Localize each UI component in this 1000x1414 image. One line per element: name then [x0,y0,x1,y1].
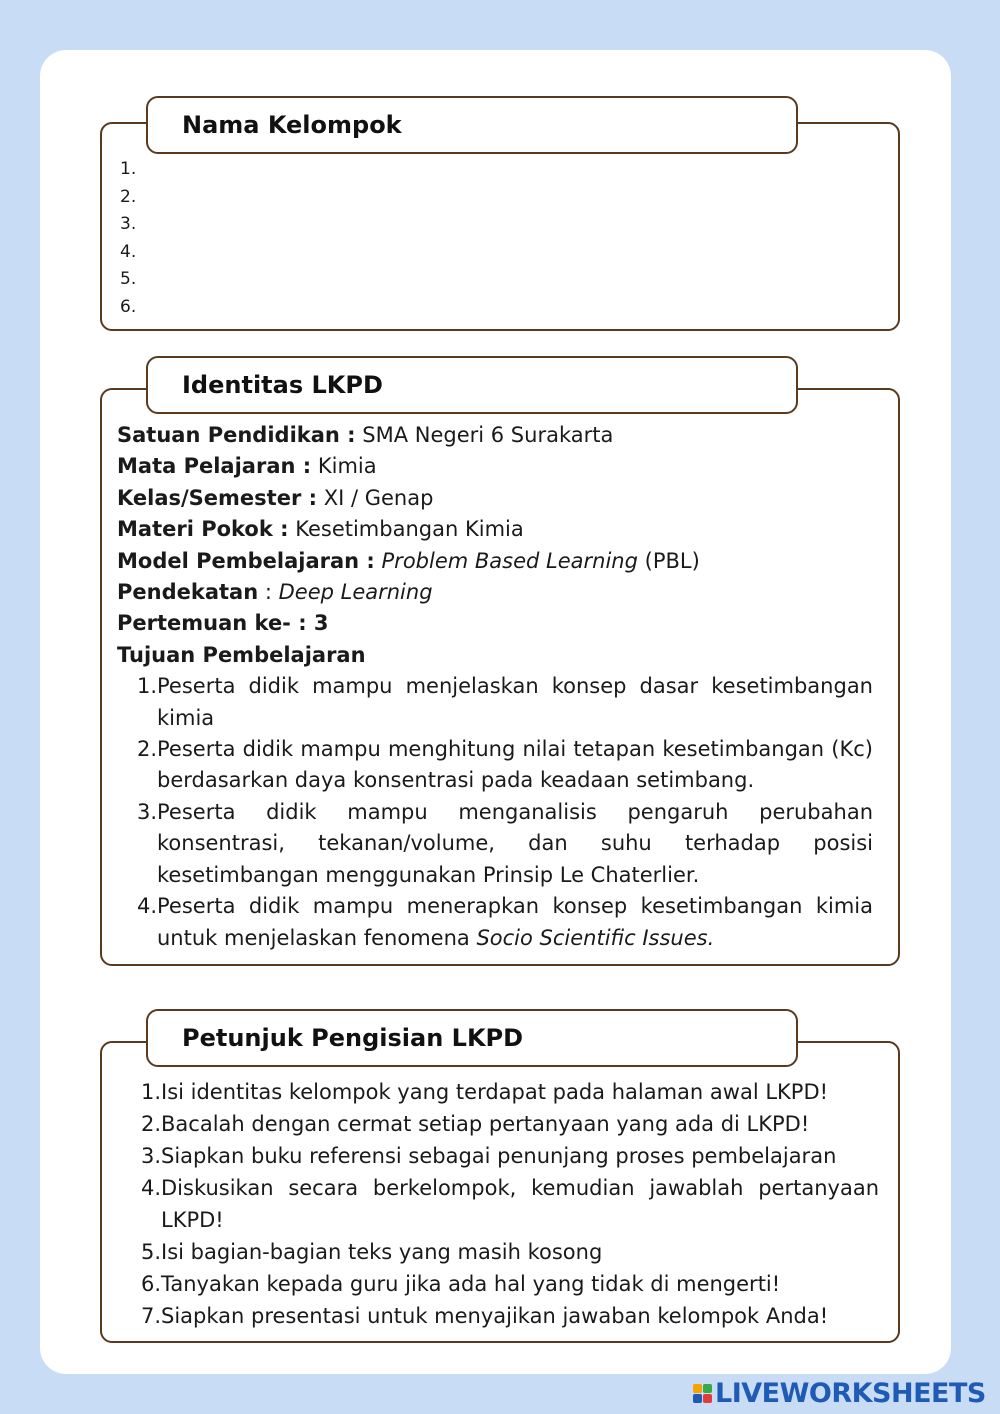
member-item-4: 4. [120,241,137,262]
kelas-value: XI / Genap [323,485,434,510]
satuan-value: SMA Negeri 6 Surakarta [362,423,614,447]
model-pembelajaran-row [117,546,877,577]
petunjuk-text: Siapkan presentasi untuk menyajikan jawaban kelompok Anda! [161,1304,829,1328]
petunjuk-item-7 [140,1300,879,1332]
petunjuk-item-4 [140,1172,879,1236]
liveworksheets-logo-text: LIVEWORKSHEETS [715,1378,986,1409]
satuan-pendidikan-row [117,420,877,451]
tujuan-text-wrap [157,891,873,954]
tujuan-text: Peserta didik mampu menjelaskan konsep dasar kesetimbangan kimia [157,674,873,730]
materi-value: Kesetimbangan Kimia [295,517,524,542]
tujuan-num: 3. [136,799,157,824]
tujuan-label: Tujuan Pembelajaran [117,642,366,667]
model-label: Model Pembelajaran : [117,548,375,573]
logo-square-i [703,1384,712,1393]
logo-square-e [703,1394,712,1403]
materi-label: Materi Pokok : [117,517,289,542]
petunjuk-num: 1. [140,1080,161,1104]
logo-square-l [693,1384,702,1393]
liveworksheets-logo[interactable] [693,1378,986,1409]
tujuan-num: 4. [136,894,157,919]
member-item-1: 1. [120,159,137,179]
petunjuk-text: Bacalah dengan cermat setiap pertanyaan yang ada di LKPD! [161,1112,810,1136]
petunjuk-content [140,1076,879,1332]
materi-pokok-row [117,514,877,545]
tujuan-list [134,671,873,954]
member-list [120,156,136,322]
petunjuk-num: 6. [140,1272,161,1296]
logo-square-v [693,1394,702,1403]
petunjuk-num: 3. [140,1144,161,1168]
petunjuk-num: 2. [140,1112,161,1136]
kelas-label: Kelas/Semester : [117,485,318,510]
tujuan-num: 1. [136,674,157,699]
petunjuk-text: Isi bagian-bagian teks yang masih kosong [161,1240,603,1264]
pertemuan-label: Pertemuan ke- : 3 [117,611,329,636]
petunjuk-item-1 [140,1076,879,1108]
kelas-semester-row [117,483,877,514]
member-item-3: 3. [120,214,137,235]
petunjuk-item-2 [140,1108,879,1140]
petunjuk-num: 5. [140,1240,161,1264]
tujuan-italic: Socio Scientific Issues. [476,925,715,950]
petunjuk-text: Isi identitas kelompok yang terdapat pada halaman awal LKPD! [161,1080,829,1104]
petunjuk-title: Petunjuk Pengisian LKPD [146,1009,798,1067]
petunjuk-list [140,1076,879,1332]
petunjuk-item-5 [140,1236,879,1268]
model-suffix: (PBL) [644,548,700,573]
petunjuk-text: Tanyakan kepada guru jika ada hal yang tidak di mengerti! [161,1272,781,1296]
pendekatan-label: Pendekatan [117,580,259,605]
pertemuan-row [117,608,877,639]
tujuan-item-4 [134,891,873,954]
petunjuk-text: Siapkan buku referensi sebagai penunjang proses pembelajaran [161,1144,837,1168]
nama-kelompok-title: Nama Kelompok [146,96,798,154]
model-value: Problem Based Learning [381,548,638,573]
member-item-6: 6. [120,296,137,317]
member-item-2: 2. [120,186,137,207]
petunjuk-item-6 [140,1268,879,1300]
petunjuk-num: 4. [140,1176,161,1200]
tujuan-num: 2. [136,737,157,762]
tujuan-text: Peserta didik mampu menerapkan konsep kesetimbangan kimia untuk menjelaskan fenomena [157,894,873,950]
pendekatan-sep: : [264,580,272,605]
mapel-label: Mata Pelajaran : [117,454,312,479]
identitas-content [117,420,877,954]
member-item-5: 5. [120,269,137,290]
petunjuk-item-3 [140,1140,879,1172]
mapel-value: Kimia [317,454,377,479]
pendekatan-value: Deep Learning [278,580,433,605]
mata-pelajaran-row [117,451,877,482]
tujuan-heading [117,640,877,671]
petunjuk-text: Diskusikan secara berkelompok, kemudian jawablah pertanyaan LKPD! [161,1176,879,1232]
petunjuk-num: 7. [140,1304,161,1328]
identitas-title: Identitas LKPD [146,356,798,414]
liveworksheets-logo-icon [693,1384,712,1403]
satuan-label: Satuan Pendidikan : [117,423,356,447]
tujuan-text: Peserta didik mampu menganalisis pengaruh perubahan konsentrasi, tekanan/volume, dan suhu terhadap posisi kesetimbangan menggunakan Prinsip Le Chaterlier. [157,799,873,887]
tujuan-text: Peserta didik mampu menghitung nilai tetapan kesetimbangan (Kc) berdasarkan daya konsentrasi pada keadaan setimbang. [157,737,873,793]
tujuan-item-1 [134,671,873,734]
tujuan-item-3 [134,797,873,891]
tujuan-item-2 [134,734,873,797]
pendekatan-row [117,577,877,608]
